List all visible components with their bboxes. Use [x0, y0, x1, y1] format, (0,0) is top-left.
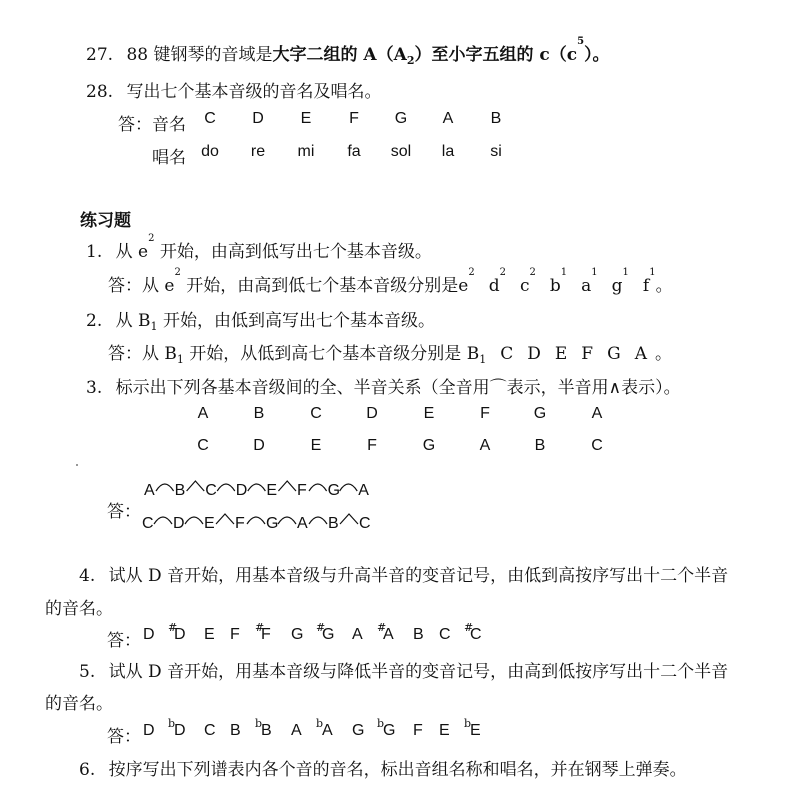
text-part: 开始，由高到低写出七个基本音级。	[154, 242, 432, 262]
note-letter: A	[291, 722, 302, 739]
accidental-mark: b	[316, 717, 324, 730]
note-name-cell: A	[442, 110, 454, 127]
grid-note-upper: A	[197, 405, 209, 422]
note-letter: F	[413, 722, 423, 739]
accidental-mark: b	[464, 717, 472, 730]
note-letter: D	[174, 626, 186, 643]
answer-note: C	[142, 515, 154, 532]
solfege-cell: la	[441, 143, 455, 160]
answer-note: F	[235, 515, 245, 532]
solfege-cell: si	[490, 143, 502, 160]
question-number: 28.	[86, 82, 114, 102]
note-letter: G	[322, 626, 335, 643]
note-letter: D	[143, 626, 155, 643]
text-part: 开始，从低到高七个基本音级分别是 B	[183, 344, 480, 364]
answer-note: A	[144, 482, 155, 499]
half-tone-caret	[340, 514, 358, 524]
octave-mark: 1	[649, 267, 656, 278]
whole-tone-arc	[156, 484, 174, 491]
note-letter: A	[352, 626, 363, 643]
note-letter: G	[352, 722, 365, 739]
exercise-6	[79, 755, 687, 780]
half-tone-caret	[187, 481, 205, 491]
accidental-mark: #	[316, 621, 326, 634]
answer-note: D	[173, 515, 185, 532]
exercise-4-line2: 的音名。	[45, 599, 113, 619]
note-letter: E	[439, 722, 450, 739]
answer-note: C	[359, 515, 371, 532]
subscript: 1	[479, 353, 487, 366]
text-part: 。	[655, 276, 673, 296]
note-letter: B	[413, 626, 424, 643]
solfege-cell: fa	[347, 143, 361, 160]
question-text-bold: 大字二组的 A（A	[272, 45, 407, 65]
grid-note-upper: A	[591, 405, 603, 422]
accidental-mark: b	[377, 717, 385, 730]
note-letter: B	[230, 722, 241, 739]
question-text: 写出七个基本音级的音名及唱名。	[126, 82, 382, 102]
exercise-5-line2: 的音名。	[45, 694, 113, 714]
octave-mark: 2	[499, 267, 506, 278]
whole-tone-arc	[309, 517, 327, 524]
section-heading: 练习题	[80, 211, 131, 231]
grid-note-upper: C	[310, 405, 322, 422]
whole-tone-arc	[248, 484, 266, 491]
octave-mark: 1	[560, 267, 568, 278]
note-letter: C	[204, 722, 216, 739]
question-text-bold: ）。	[584, 45, 610, 65]
grid-note-upper: G	[533, 405, 547, 422]
accidental-mark: #	[255, 621, 265, 634]
note-letter: G	[383, 722, 396, 739]
answer-note: F	[297, 482, 307, 499]
exercise-5	[79, 657, 728, 682]
grid-note-lower: D	[253, 437, 265, 454]
note-name-cell: G	[394, 110, 408, 127]
half-tone-caret	[216, 514, 234, 524]
accidental-mark: b	[255, 717, 263, 730]
subscript: 1	[176, 353, 184, 366]
note-letter: f	[642, 276, 650, 296]
whole-tone-arc	[340, 484, 358, 491]
superscript: 2	[148, 233, 155, 244]
exercise-number: 6.	[79, 760, 96, 780]
note-letter: C	[470, 626, 482, 643]
note-letter: C	[500, 344, 514, 364]
question-text: 88 键钢琴的音域是	[126, 45, 273, 65]
exercise-text: 按序写出下列谱表内各个音的音名，标出音组名称和唱名，并在钢琴上弹奏。	[108, 760, 687, 780]
accidental-mark: b	[168, 717, 176, 730]
text-part: 从 e	[115, 242, 149, 262]
question-text-bold: ）至小字五组的 c（c	[414, 45, 578, 65]
grid-note-lower: C	[197, 437, 209, 454]
note-letter: A	[634, 344, 647, 364]
answer-note: D	[235, 482, 248, 499]
note-name-cell: E	[300, 110, 312, 127]
text-part: 从 e	[142, 276, 175, 296]
grid-note-lower: F	[367, 437, 377, 454]
answer-note: G	[327, 482, 341, 499]
text-part: 。	[654, 344, 672, 364]
text-part: 从 B	[115, 311, 151, 331]
note-letter: B	[261, 722, 272, 739]
whole-tone-arc	[247, 517, 265, 524]
note-letter: A	[322, 722, 333, 739]
note-letter: D	[527, 344, 541, 364]
note-name-cell: C	[204, 110, 216, 127]
solfege-cell: mi	[297, 143, 315, 160]
exercise-number: 3.	[86, 378, 103, 398]
exercise-text: 试从 D 音开始，用基本音级与升高半音的变音记号，由低到高按序写出十二个半音	[108, 566, 729, 586]
whole-tone-arc	[278, 517, 296, 524]
question-number: 27.	[86, 45, 114, 65]
solfege-cell: sol	[390, 143, 412, 160]
exercise-text: 标示出下列各基本音级间的全、半音关系（全音用⌒表示，半音用∧表示）。	[115, 378, 681, 398]
note-letter: A	[383, 626, 394, 643]
answer-label: 答：	[107, 727, 141, 747]
note-letter: F	[230, 626, 240, 643]
note-letter: E	[204, 626, 215, 643]
grid-note-upper: B	[253, 405, 265, 422]
grid-note-upper: F	[480, 405, 490, 422]
note-letter: E	[554, 344, 568, 364]
note-name-cell: F	[349, 110, 359, 127]
grid-note-lower: E	[310, 437, 322, 454]
row-label-changming: 唱名	[152, 148, 186, 168]
answer-note: E	[204, 515, 215, 532]
superscript: 5	[577, 36, 585, 47]
note-letter: e	[458, 276, 469, 296]
accidental-mark: #	[464, 621, 474, 634]
note-letter: b	[549, 276, 561, 296]
note-letter: a	[581, 276, 592, 296]
octave-mark: 2	[468, 267, 475, 278]
accidental-mark: #	[168, 621, 178, 634]
subscript: 2	[406, 54, 415, 67]
note-name-cell: B	[490, 110, 502, 127]
exercise-number: 5.	[79, 662, 96, 682]
note-letter: g	[611, 276, 623, 296]
whole-tone-arc	[309, 484, 327, 491]
note-letter: D	[143, 722, 155, 739]
whole-tone-arc	[185, 517, 203, 524]
exercise-number: 1.	[86, 242, 103, 262]
text-part: 开始，由低到高写出七个基本音级。	[157, 311, 435, 331]
note-letter: C	[439, 626, 451, 643]
answer-label: 答：	[108, 344, 142, 364]
grid-note-lower: G	[422, 437, 436, 454]
note-letter: G	[291, 626, 304, 643]
note-letter: G	[607, 344, 621, 364]
note-letter: D	[174, 722, 186, 739]
grid-note-lower: A	[479, 437, 491, 454]
answer-label: 答：	[107, 631, 141, 651]
whole-tone-arc	[154, 517, 172, 524]
answer-note: B	[328, 515, 339, 532]
text-part: 开始，由高到低七个基本音级分别是	[180, 276, 459, 296]
solfege-cell: do	[201, 143, 219, 160]
grid-note-lower: C	[591, 437, 603, 454]
answer-note: C	[205, 482, 217, 499]
octave-mark: 2	[529, 267, 536, 278]
row-label-yinming: 音名	[152, 115, 186, 135]
note-name-cell: D	[252, 110, 264, 127]
accidental-mark: #	[377, 621, 387, 634]
octave-mark: 1	[622, 267, 629, 278]
exercise-text: 试从 D 音开始，用基本音级与降低半音的变音记号，由高到低按序写出十二个半音	[108, 662, 729, 682]
answer-label: 答：	[108, 276, 142, 296]
whole-tone-arc	[217, 484, 235, 491]
text-part: 从 B	[142, 344, 177, 364]
exercise-number: 2.	[86, 311, 103, 331]
grid-note-upper: E	[423, 405, 435, 422]
grid-note-upper: D	[366, 405, 378, 422]
note-letter: E	[470, 722, 481, 739]
superscript: 2	[174, 267, 181, 278]
answer-note: A	[358, 482, 369, 499]
answer-note: A	[297, 515, 308, 532]
octave-mark: 1	[591, 267, 598, 278]
grid-note-lower: B	[534, 437, 546, 454]
note-letter: d	[488, 276, 500, 296]
exercise-4	[79, 561, 728, 586]
exercise-number: 4.	[79, 566, 96, 586]
subscript: 1	[150, 320, 158, 333]
answer-label: 答：	[107, 502, 141, 522]
answer-note: G	[266, 515, 279, 532]
solfege-cell: re	[250, 143, 266, 160]
half-tone-caret	[278, 481, 296, 491]
note-letter: c	[519, 276, 530, 296]
answer-label: 答：	[118, 115, 152, 135]
answer-note: E	[266, 482, 278, 499]
note-letter: F	[261, 626, 271, 643]
note-letter: F	[581, 344, 594, 364]
answer-note: B	[174, 482, 186, 499]
